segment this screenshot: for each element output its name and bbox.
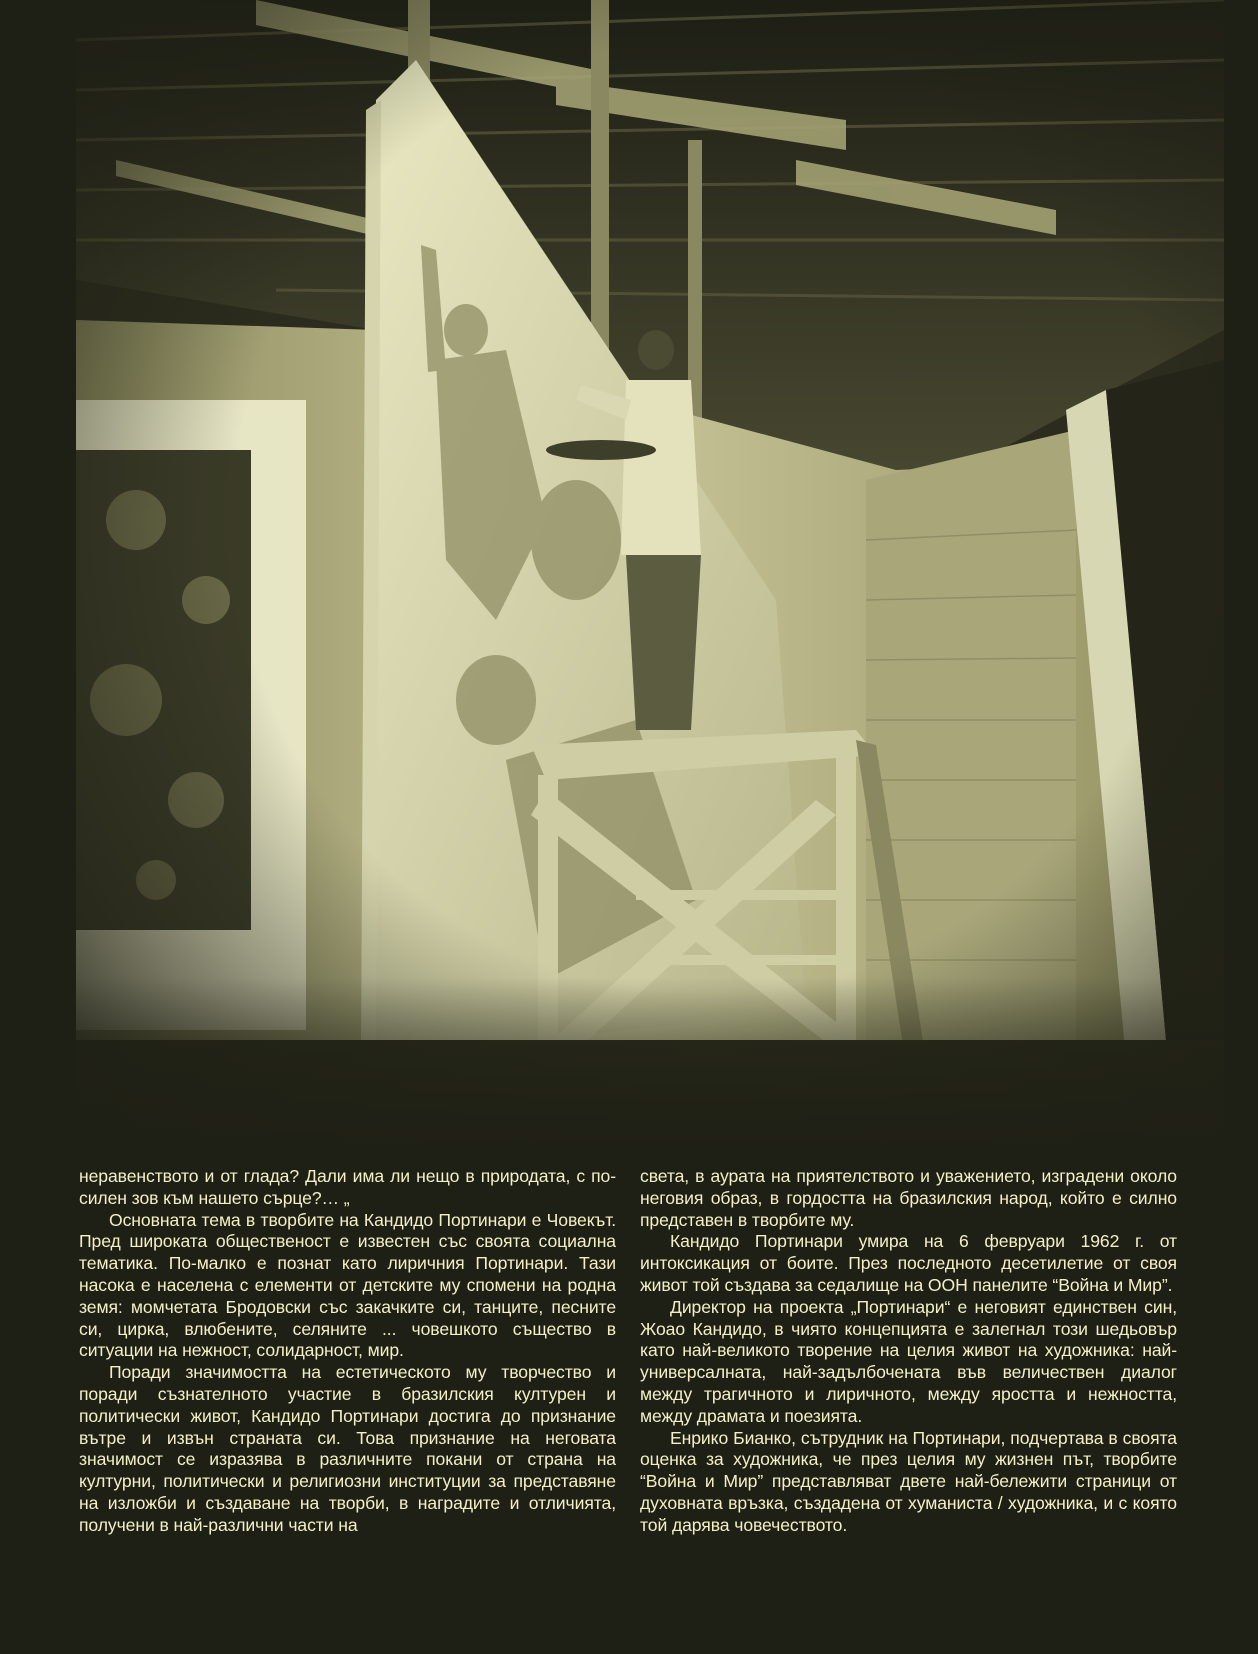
paragraph: Енрико Бианко, сътрудник на Портинари, подчертава в своята оценка за художника, че през целия му жизнен път, творбите “Война и Мир” представляват двете най-бележити страници от духовната връзка, създадена от хуманиста / художника, и с която той дарява човечеството. bbox=[640, 1427, 1177, 1535]
text-column-right bbox=[640, 1166, 1177, 1537]
studio-photograph bbox=[76, 0, 1224, 1150]
text-column-left bbox=[79, 1166, 616, 1537]
paragraph: Поради значимостта на естетическото му творчество и поради съзнателното участие в бразилския културен и политически живот, Кандидо Портинари достига до признание вътре и извън страната си. Това признание на неговата значимост се изразява в различните покани от страна на културни, политически и религиозни институции за представяне на изложби и създаване на творби, в наградите и отличията, получени в най-различни части на bbox=[79, 1362, 616, 1535]
photo-illustration bbox=[76, 0, 1224, 1150]
paragraph: неравенството и от глада? Дали има ли нещо в природата, с по-силен зов към нашето сърце?… „ bbox=[79, 1166, 616, 1208]
paragraph: Основната тема в творбите на Кандидо Портинари е Човекът. Пред широката общественост е известен със своята социална тематика. По-малко е познат като лиричния Портинари. Тази насока е населена с елементи от детските му спомени на родна земя: момчетата Бродовски със закачките си, танците, песните си, цирка, влюбените, селяните ... човешкото същество в ситуации на нежност, солидарност, мир. bbox=[79, 1209, 616, 1361]
paragraph: света, в аурата на приятелството и уважението, изградени около неговия образ, в гордостта на бразилския народ, който е силно представен в творбите му. bbox=[640, 1166, 1177, 1230]
paragraph: Директор на проекта „Портинари“ е неговият единствен син, Жоао Кандидо, в чиято концепцията е залегнал този шедьовър като най-великото творение на целия живот на художника: най-универсалната, най-задълбочената във величествен диалог между трагичното и лиричното, между яростта и нежността, между драмата и поезията. bbox=[640, 1296, 1177, 1426]
paragraph: Кандидо Портинари умира на 6 февруари 1962 г. от интоксикация от боите. През последното десетилетие от своя живот той създава за седалище на ООН панелите “Война и Мир”. bbox=[640, 1231, 1177, 1295]
